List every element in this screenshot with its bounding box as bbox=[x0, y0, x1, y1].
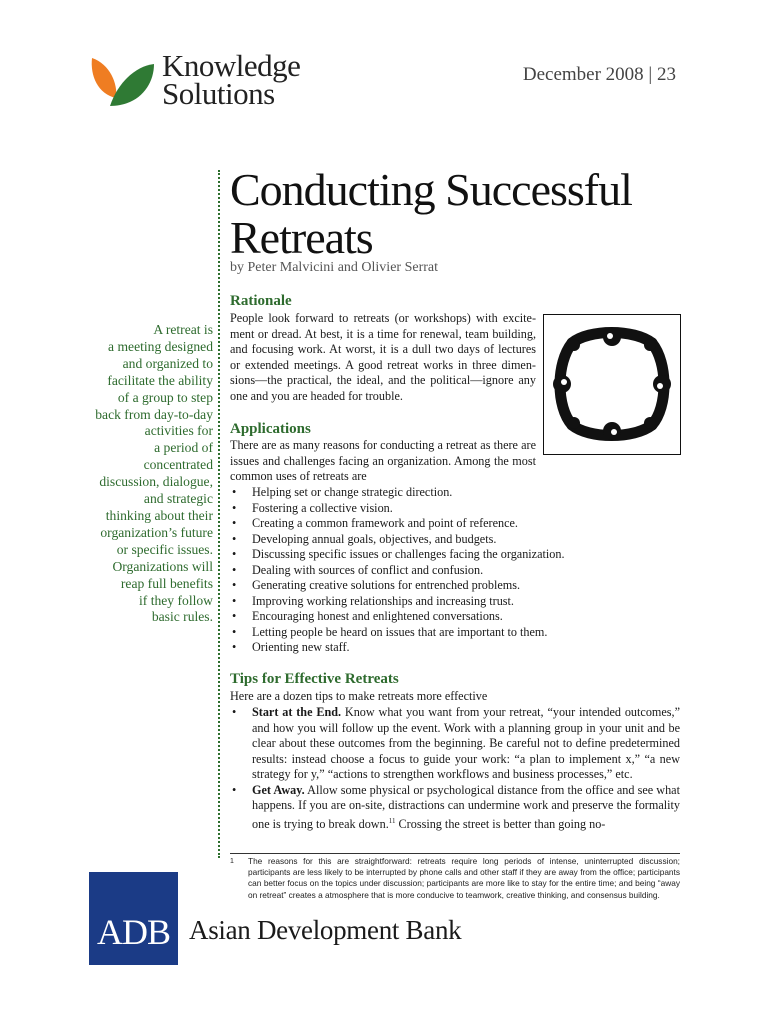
list-item bbox=[230, 705, 680, 783]
tips-list bbox=[230, 705, 680, 832]
organization-name: Asian Development Bank bbox=[189, 915, 462, 945]
tip-lead: Get Away. bbox=[252, 782, 305, 797]
footnote-divider bbox=[230, 853, 680, 854]
tip-text-tail: Crossing the street is better than going no- bbox=[395, 816, 606, 831]
sidebar-line: facilitate the ability bbox=[107, 372, 213, 388]
sidebar-line: activities for bbox=[144, 423, 213, 439]
footnote-text: The reasons for this are straightforward: retreats require long periods of intense, uninterrupted discussion; participants are less likely to be interrupted by phone calls and other staff if they are away from the office; participants can better focus on the topics under discussion; participants are more like to stay for the entire time; and being “away on retreat” creates a atmosphere that is more conducive to teamwork, creative thinking, and consensus building. bbox=[248, 856, 680, 900]
sidebar-line: concentrated bbox=[143, 457, 213, 473]
list-item: • Dealing with sources of conflict and confusion. bbox=[230, 563, 680, 579]
sidebar-line: reap full benefits bbox=[120, 575, 213, 591]
applications-list bbox=[230, 485, 680, 656]
dotted-divider bbox=[218, 170, 220, 858]
tips-intro: Here are a dozen tips to make retreats more effective bbox=[230, 689, 488, 703]
list-item: • Discussing specific issues or challenges facing the organization. bbox=[230, 547, 680, 563]
sidebar-line: discussion, dialogue, bbox=[99, 474, 213, 490]
list-item: • Encouraging honest and enlightened conversations. bbox=[230, 609, 680, 625]
applications-heading: Applications bbox=[230, 421, 311, 437]
sidebar-line: a period of bbox=[154, 440, 213, 456]
footnote-number: 1 bbox=[230, 858, 234, 865]
footnote-ref[interactable]: 11 bbox=[388, 816, 396, 825]
title-line-2: Retreats bbox=[230, 212, 373, 263]
list-item: • Developing annual goals, objectives, and budgets. bbox=[230, 532, 680, 548]
sidebar-line: basic rules. bbox=[151, 609, 213, 625]
sidebar-line: and organized to bbox=[122, 355, 213, 371]
title-line-1: Conducting Successful bbox=[230, 164, 632, 215]
list-item: • Creating a common framework and point of reference. bbox=[230, 516, 680, 532]
list-item: • Fostering a collective vision. bbox=[230, 501, 680, 517]
tips-heading: Tips for Effective Retreats bbox=[230, 671, 399, 687]
rationale-heading: Rationale bbox=[230, 293, 292, 309]
footnote bbox=[230, 856, 680, 901]
sidebar-line: of a group to step bbox=[117, 389, 213, 405]
list-item: • Orienting new staff. bbox=[230, 640, 680, 656]
issue-date: December 2008 | 23 bbox=[522, 64, 676, 85]
byline: by Peter Malvicini and Olivier Serrat bbox=[230, 260, 438, 275]
adb-logo-text: ADB bbox=[96, 912, 170, 952]
sidebar-line: or specific issues. bbox=[116, 541, 213, 557]
tip-text: Know what you want from your retreat, “your intended outcomes,” and how you will follow up the event. Work with a planning group in your unit and be clear about these outcomes from the beginning. Be careful not to define predetermined results: instead choose a focus to guide your work: “a plan to implement x,” “a new strategy for y,” “actions to strengthen workflows and business processes,” etc. bbox=[252, 705, 681, 781]
sidebar-line: organization’s future bbox=[100, 524, 213, 540]
sidebar-line: thinking about their bbox=[105, 507, 213, 523]
list-item bbox=[230, 783, 680, 833]
list-item: • Helping set or change strategic direction. bbox=[230, 485, 680, 501]
tip-text: Allow some physical or psychological distance from the office and see what happens. If you are on-site, distractions can undermine work and preserve the formality one is trying to break down. bbox=[252, 782, 680, 831]
sidebar-line: Organizations will bbox=[112, 558, 213, 574]
sidebar-line: A retreat is bbox=[153, 322, 213, 337]
sidebar-summary bbox=[70, 322, 213, 626]
brand-line-2: Solutions bbox=[162, 76, 275, 111]
leaf-logo-icon bbox=[88, 54, 160, 110]
list-item: • Improving working relationships and increasing trust. bbox=[230, 594, 680, 610]
sidebar-line: and strategic bbox=[143, 491, 213, 507]
sidebar-line: back from day-to-day bbox=[95, 406, 213, 422]
list-item: • Generating creative solutions for entrenched problems. bbox=[230, 578, 680, 594]
applications-intro: There are as many reasons for conducting a retreat as there are issues and challenges facing an organization. Among the most common uses of retreats are bbox=[230, 438, 536, 484]
tip-lead: Start at the End. bbox=[252, 705, 342, 719]
people-circle-illustration bbox=[543, 314, 681, 455]
brand-name bbox=[162, 48, 301, 111]
sidebar-line: if they follow bbox=[139, 592, 213, 608]
sidebar-line: a meeting designed bbox=[108, 338, 213, 354]
rationale-body: People look forward to retreats (or workshops) with excite-ment or dread. At best, it is a time for renewal, team building, and focusing work. At worst, it is a dull two days of lectures or extended meetings. A good retreat works in three dimen-sions—the practical, the ideal, and the political—ignore any one and you are headed for trouble. bbox=[230, 311, 536, 403]
article-title bbox=[230, 166, 700, 262]
list-item: • Letting people be heard on issues that are important to them. bbox=[230, 625, 680, 641]
brand-line-1: Knowledge bbox=[162, 48, 301, 83]
